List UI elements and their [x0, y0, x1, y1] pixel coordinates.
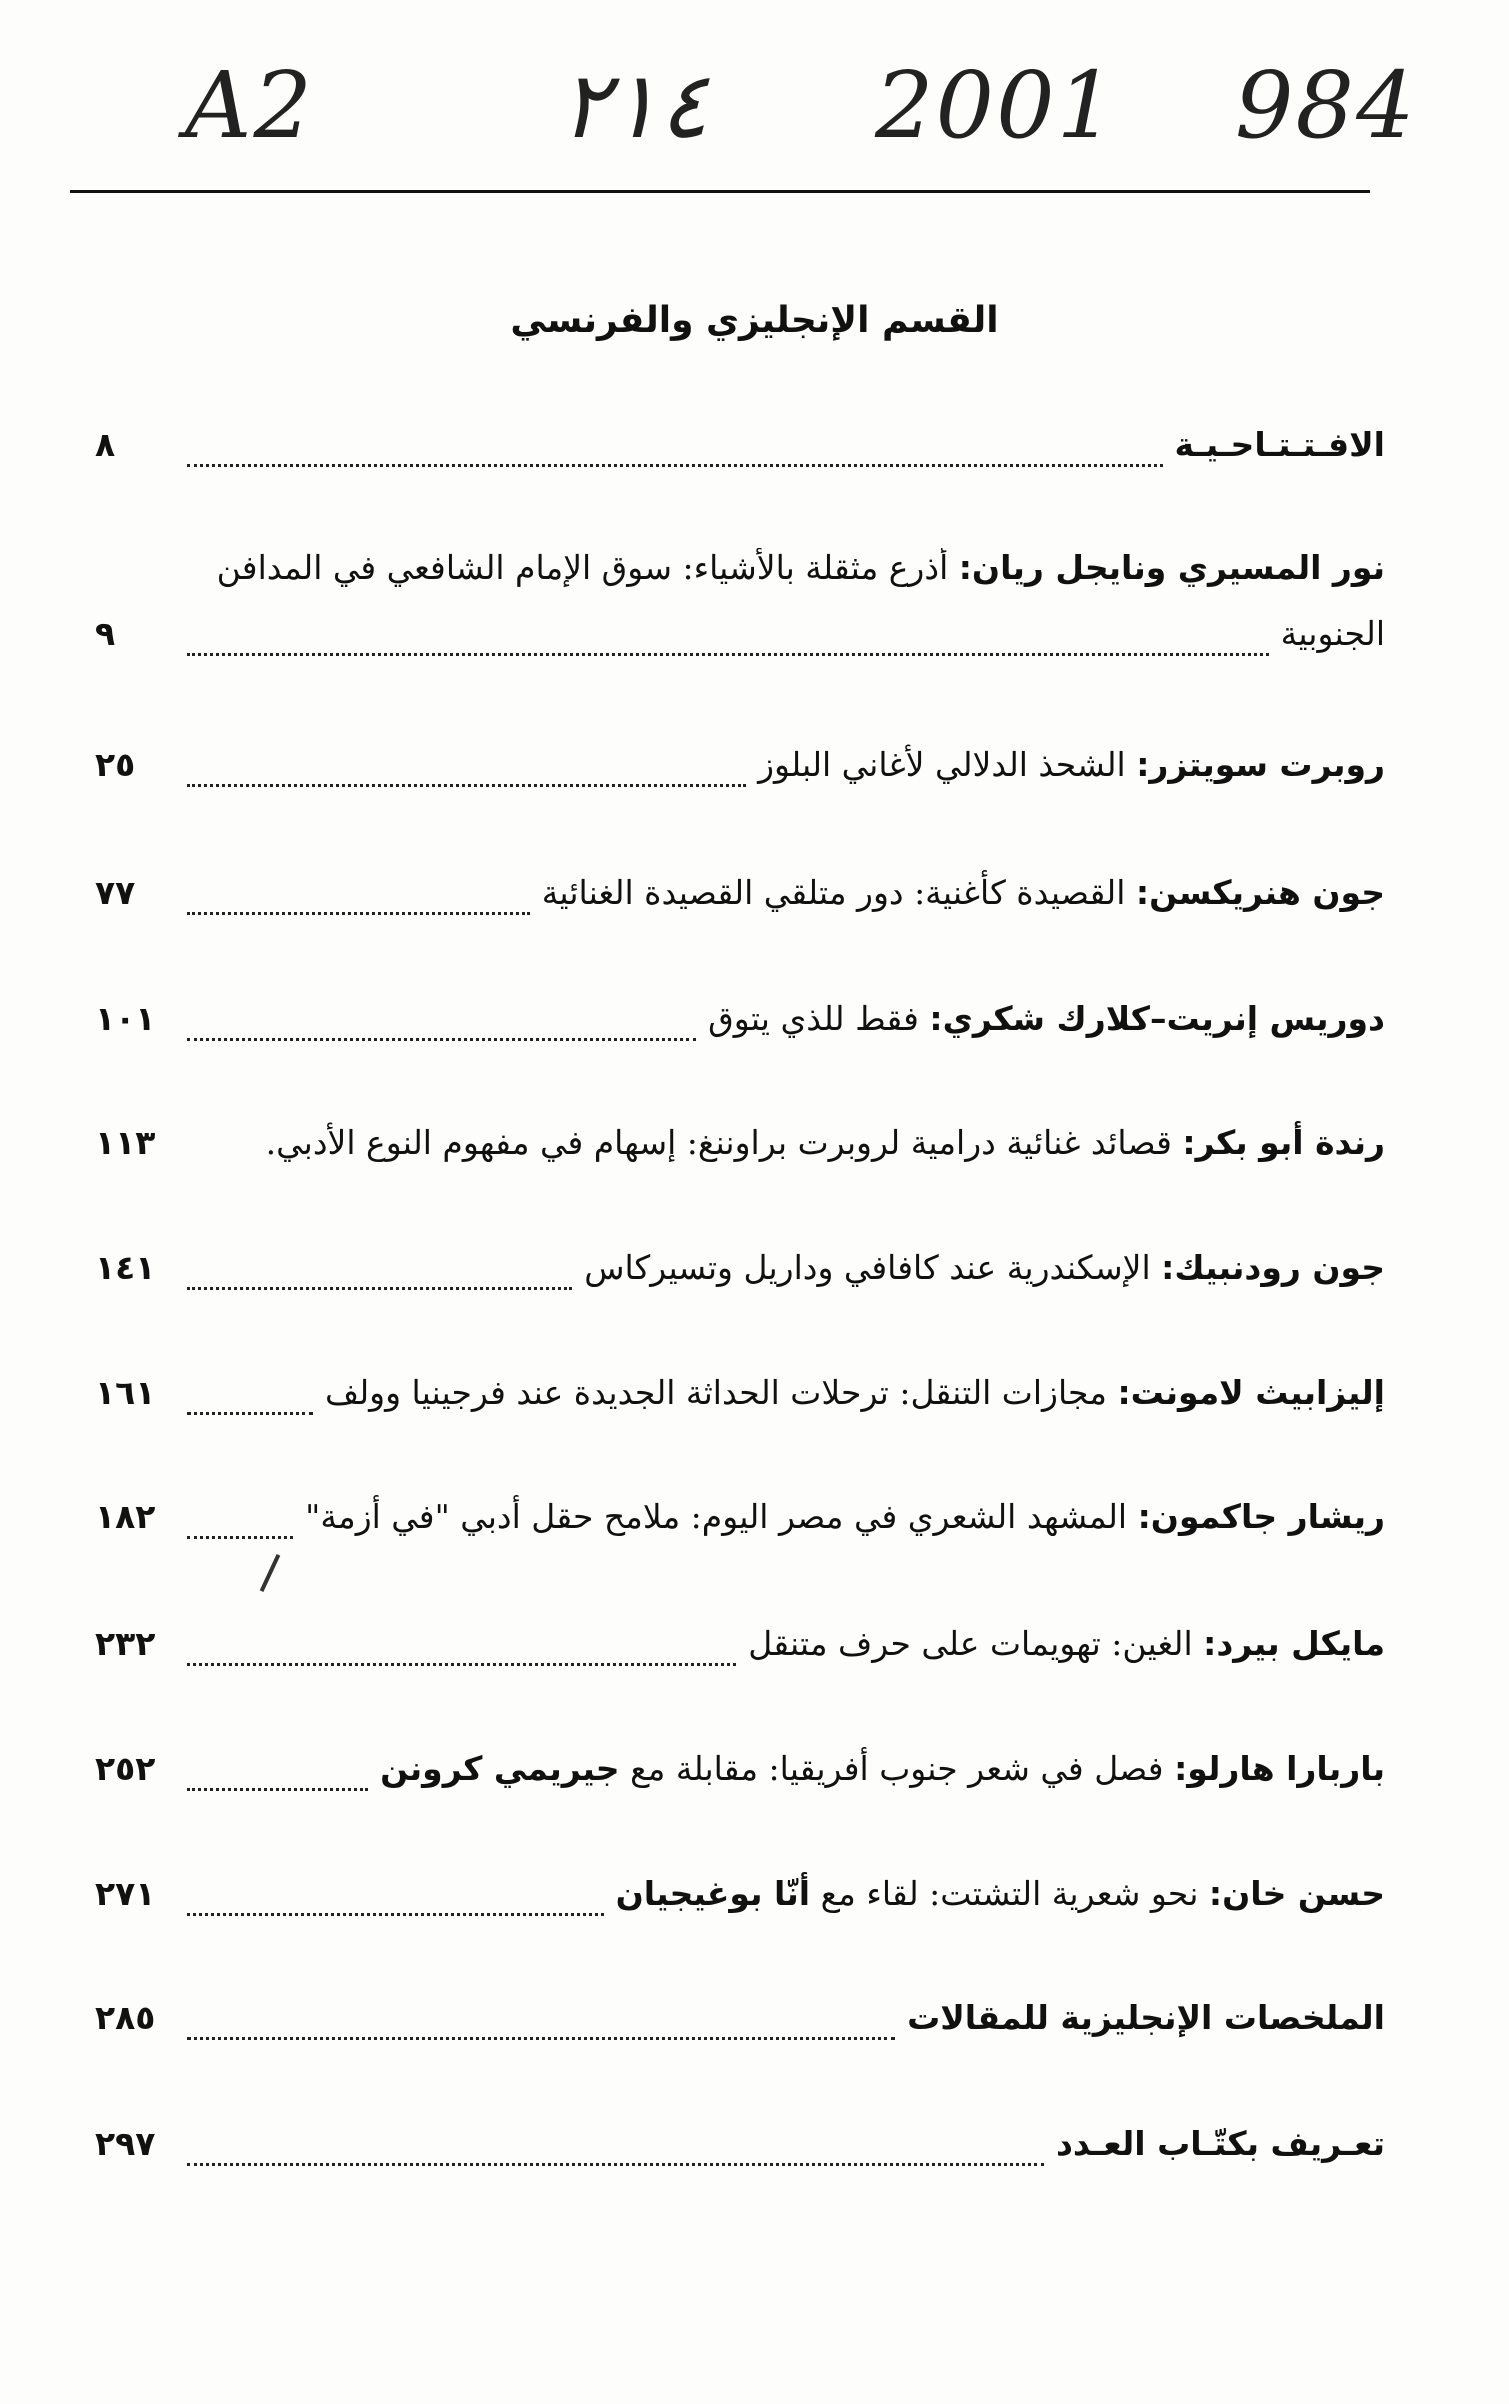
page-number: ١٨٢ — [95, 1497, 156, 1536]
page-number: ٢٣٢ — [95, 1624, 156, 1663]
leader-dots — [187, 911, 530, 915]
entry-author: جون رودنبيك: — [1161, 1248, 1385, 1287]
entry-author: مايكل بيرد: — [1203, 1624, 1385, 1663]
entry-label: تعـريف بكتّـاب العـدد — [1056, 2124, 1385, 2163]
handwritten-a2: A2 — [185, 52, 314, 159]
leader-dots — [187, 1161, 254, 1165]
toc-entry-6 — [95, 1248, 1385, 1308]
toc-entry-2 — [95, 745, 1385, 805]
entry-title: المشهد الشعري في مصر اليوم: ملامح حقل أدبي "في أزمة" — [305, 1497, 1128, 1536]
stray-pen-mark — [260, 1554, 281, 1592]
entry-title: فصل في شعر جنوب أفريقيا: مقابلة مع — [630, 1749, 1164, 1788]
leader-dots — [187, 1286, 572, 1290]
page-number: ٨ — [95, 425, 116, 464]
leader-dots — [187, 1787, 368, 1791]
entry-title-bold: أنّا بوغيجيان — [615, 1874, 811, 1913]
handwritten-number: 984 — [1235, 52, 1417, 159]
entry-author: روبرت سويتزر: — [1136, 745, 1385, 784]
handwritten-year: 2001 — [875, 52, 1118, 159]
entry-author: رندة أبو بكر: — [1182, 1123, 1385, 1162]
entry-title: مجازات التنقل: ترحلات الحداثة الجديدة عند فرجينيا وولف — [324, 1373, 1107, 1412]
leader-dots — [187, 1037, 696, 1041]
leader-dots — [187, 463, 1163, 467]
handwritten-code: ٢١٤ — [560, 52, 709, 159]
leader-dots — [187, 1411, 313, 1415]
toc-entry-5 — [95, 1123, 1385, 1183]
toc-entry-1-line2 — [95, 614, 1385, 674]
entry-label: الافـتـتـاحـيـة — [1174, 425, 1385, 464]
entry-label: الملخصات الإنجليزية للمقالات — [907, 1998, 1385, 2037]
page-number: ١٤١ — [95, 1248, 156, 1287]
toc-entry-abstracts — [95, 1998, 1385, 2058]
entry-title-cont: الجنوبية — [1280, 614, 1385, 653]
entry-author: إليزابيث لامونت: — [1117, 1373, 1385, 1412]
toc-entry-8 — [95, 1497, 1385, 1557]
leader-dots — [187, 2036, 895, 2040]
toc-entry-1-line1 — [95, 548, 1385, 587]
entry-title: فقط للذي يتوق — [708, 999, 919, 1038]
entry-title: الغين: تهويمات على حرف متنقل — [748, 1624, 1193, 1663]
entry-author: باربارا هارلو: — [1174, 1749, 1385, 1788]
toc-entry-7 — [95, 1373, 1385, 1433]
leader-dots — [187, 1662, 736, 1666]
entry-author: دوريس إنريت–كلارك شكري: — [929, 999, 1385, 1038]
entry-author: حسن خان: — [1208, 1874, 1385, 1913]
page-number: ٢٥ — [95, 745, 136, 784]
entry-title: الشحذ الدلالي لأغاني البلوز — [758, 745, 1126, 784]
entry-author: جون هنريكسن: — [1135, 873, 1385, 912]
section-title: القسم الإنجليزي والفرنسي — [510, 300, 999, 341]
entry-title-bold: جيريمي كرونن — [380, 1749, 620, 1788]
entry-title: أذرع مثقلة بالأشياء: سوق الإمام الشافعي في المدافن — [216, 548, 949, 587]
entry-title: القصيدة كأغنية: دور متلقي القصيدة الغنائية — [541, 873, 1126, 912]
page-number: ٧٧ — [95, 873, 136, 912]
page-number: ٩ — [95, 614, 116, 653]
page-number: ٢٩٧ — [95, 2124, 156, 2163]
leader-dots — [187, 652, 1269, 656]
leader-dots — [187, 2162, 1044, 2166]
toc-entry-contributors — [95, 2124, 1385, 2184]
leader-dots — [187, 1535, 293, 1539]
page-number: ١٠١ — [95, 999, 156, 1038]
toc-entry-opening — [95, 425, 1385, 485]
toc-entry-11 — [95, 1874, 1385, 1934]
page-number: ١٦١ — [95, 1373, 156, 1412]
page-number: ٢٧١ — [95, 1874, 156, 1913]
toc-entry-3 — [95, 873, 1385, 933]
page-number: ١١٣ — [95, 1123, 156, 1162]
page-number: ٢٨٥ — [95, 1998, 156, 2037]
toc-entry-9 — [95, 1624, 1385, 1684]
page-number: ٢٥٢ — [95, 1749, 156, 1788]
entry-title: الإسكندرية عند كافافي وداريل وتسيركاس — [584, 1248, 1151, 1287]
entry-author: نور المسيري ونايجل ريان: — [958, 548, 1385, 587]
entry-title: قصائد غنائية درامية لروبرت براوننغ: إسهام في مفهوم النوع الأدبي. — [265, 1123, 1172, 1162]
entry-title: نحو شعرية التشتت: لقاء مع — [820, 1874, 1199, 1913]
leader-dots — [187, 1912, 604, 1916]
leader-dots — [187, 783, 746, 787]
toc-entry-4 — [95, 999, 1385, 1059]
header-rule — [70, 190, 1370, 193]
entry-author: ريشار جاكمون: — [1137, 1497, 1385, 1536]
toc-entry-10 — [95, 1749, 1385, 1809]
